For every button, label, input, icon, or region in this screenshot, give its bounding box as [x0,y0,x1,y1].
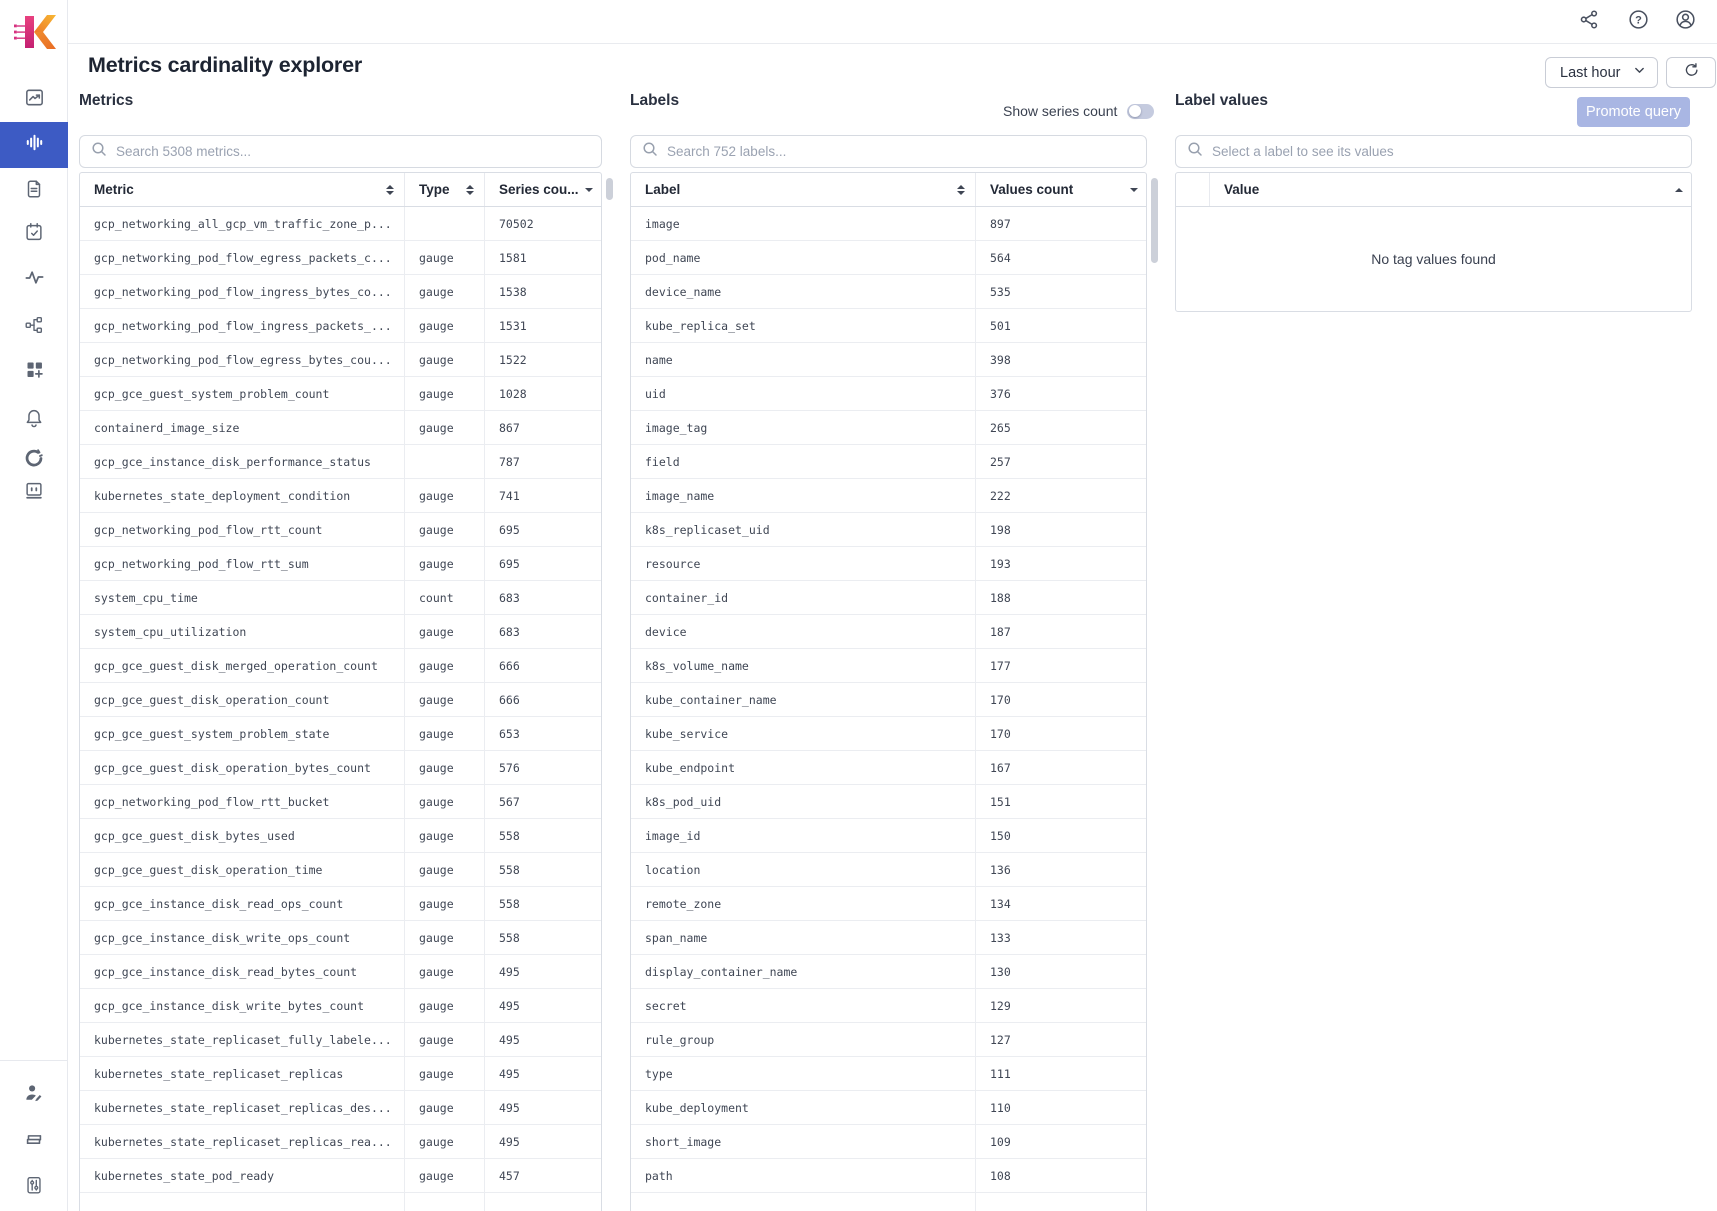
table-cell: 167 [975,751,1147,784]
table-cell: 150 [975,819,1147,852]
table-cell: gcp_gce_instance_disk_write_bytes_count [94,998,365,1013]
table-row[interactable] [631,445,1146,479]
table-cell: gauge [404,1091,484,1124]
label-values-empty-state: No tag values found [1371,251,1496,267]
table-cell: gcp_gce_guest_disk_bytes_used [94,828,295,843]
metric-column-header[interactable]: Metric [80,173,404,206]
metrics-search[interactable] [79,135,602,168]
labels-scrollbar[interactable] [1151,178,1158,263]
table-row[interactable] [631,241,1146,275]
table-cell: kube_service [645,726,729,741]
table-cell: gauge [404,309,484,342]
table-cell: image [645,216,680,231]
account-icon [1674,8,1697,36]
table-cell: gcp_networking_pod_flow_egress_packets_c... [94,250,392,265]
labels-panel-title: Labels [630,92,680,109]
table-cell: 187 [975,615,1147,648]
table-cell: span_name [645,930,708,945]
dashboard-add-icon [24,359,45,385]
labels-search[interactable] [630,135,1147,168]
table-cell: 398 [975,343,1147,376]
time-range-select[interactable] [1545,57,1658,88]
sidebar-item-dashboards[interactable] [0,349,68,395]
values-count-column-header[interactable]: Values count [975,173,1147,206]
toggle-knob [1129,105,1141,117]
table-cell: 695 [484,513,602,546]
table-row[interactable] [80,479,601,513]
table-cell: 558 [484,853,602,886]
table-cell [975,1193,1147,1211]
table-row[interactable] [80,887,601,921]
table-cell: 535 [975,275,1147,308]
table-row[interactable] [631,275,1146,309]
sort-desc-icon [585,188,593,192]
table-cell: gauge [404,513,484,546]
table-cell: 111 [975,1057,1147,1090]
table-cell: gauge [404,547,484,580]
table-cell: rule_group [645,1032,715,1047]
table-cell: gcp_gce_guest_system_problem_state [94,726,330,741]
table-row[interactable] [631,377,1146,411]
labels-table-header [631,173,1146,207]
account-button[interactable] [1672,9,1698,35]
table-cell: 130 [975,955,1147,988]
table-cell: 495 [484,989,602,1022]
table-cell: gauge [404,921,484,954]
table-cell: 567 [484,785,602,818]
table-cell: gcp_networking_pod_flow_rtt_sum [94,556,309,571]
table-row[interactable] [631,989,1146,1023]
table-cell: 170 [975,717,1147,750]
table-cell: image_name [645,488,715,503]
table-row[interactable] [631,887,1146,921]
show-series-count-toggle[interactable] [1127,104,1154,119]
table-row[interactable] [80,1159,601,1193]
help-button[interactable] [1625,9,1651,35]
share-button[interactable] [1576,9,1602,35]
table-row[interactable] [80,989,601,1023]
table-cell: 576 [484,751,602,784]
page-title: Metrics cardinality explorer [88,53,363,77]
table-row[interactable] [631,717,1146,751]
table-row[interactable] [80,1125,601,1159]
table-cell: gauge [404,785,484,818]
table-cell: gauge [404,1023,484,1056]
table-row[interactable] [80,513,601,547]
table-cell: 897 [975,207,1147,240]
table-cell: secret [645,998,687,1013]
metrics-table-header [80,173,601,207]
table-cell: 1531 [484,309,602,342]
sidebar-item-logs[interactable] [0,168,68,214]
label-values-search-input[interactable] [1212,144,1691,159]
metrics-search-input[interactable] [116,144,601,159]
sort-asc-icon [1675,188,1683,192]
series-count-column-header[interactable]: Series cou... [484,173,602,206]
table-row[interactable] [80,377,601,411]
search-icon [91,141,107,162]
chevron-down-icon [1633,64,1646,81]
table-cell: kubernetes_state_replicaset_fully_labele... [94,1032,392,1047]
sidebar-item-metrics-cardinality[interactable] [0,122,68,168]
search-icon [642,141,658,162]
metrics-scrollbar[interactable] [606,178,613,200]
table-cell: type [645,1066,673,1081]
table-row[interactable] [80,649,601,683]
table-row[interactable] [631,819,1146,853]
alerts-bell-icon [23,407,45,434]
table-cell: kube_container_name [645,692,777,707]
table-row [631,1193,1146,1211]
table-cell: gauge [404,411,484,444]
table-cell: 683 [484,615,602,648]
table-row[interactable] [631,479,1146,513]
table-cell: system_cpu_utilization [94,624,247,639]
table-cell: kubernetes_state_replicaset_replicas_rea... [94,1134,392,1149]
table-cell: 1538 [484,275,602,308]
table-row[interactable] [631,309,1146,343]
share-icon [1578,8,1601,36]
table-cell: device [645,624,687,639]
time-range-value: Last hour [1560,64,1621,81]
table-cell: container_id [645,590,729,605]
table-row[interactable] [80,751,601,785]
table-cell: 127 [975,1023,1147,1056]
sidebar-item-fuse-ai[interactable] [0,469,68,515]
sidebar-divider [0,1060,68,1061]
table-row[interactable] [80,275,601,309]
table-cell: 558 [484,887,602,920]
table-row[interactable] [631,853,1146,887]
table-row[interactable] [631,513,1146,547]
table-cell: kubernetes_state_replicaset_replicas_des... [94,1100,392,1115]
table-row[interactable] [631,921,1146,955]
label-values-panel-title: Label values [1175,92,1269,109]
table-cell: gcp_networking_pod_flow_rtt_bucket [94,794,330,809]
labels-table-body [631,207,1146,1211]
select-column-header [1176,173,1209,206]
table-row[interactable] [80,547,601,581]
sort-both-icon [957,185,965,195]
table-row[interactable] [631,751,1146,785]
table-row[interactable] [631,1125,1146,1159]
label-values-search[interactable] [1175,135,1692,168]
table-cell: 108 [975,1159,1147,1192]
table-cell: 653 [484,717,602,750]
table-cell: 666 [484,649,602,682]
sort-both-icon [466,185,474,195]
table-row[interactable] [631,649,1146,683]
table-row[interactable] [80,1057,601,1091]
table-row[interactable] [80,785,601,819]
sidebar-item-service-map[interactable] [0,304,68,350]
svg-text:?: ? [1634,14,1642,27]
type-column-header[interactable]: Type [404,173,484,206]
table-row[interactable] [80,615,601,649]
table-cell: 558 [484,819,602,852]
table-cell: gauge [404,343,484,376]
table-row[interactable] [631,207,1146,241]
label-values-table-header [1176,173,1691,207]
table-cell: device_name [645,284,722,299]
calendar-check-icon [23,221,45,248]
table-cell: gauge [404,1125,484,1158]
table-cell: gcp_gce_instance_disk_read_ops_count [94,896,344,911]
table-row[interactable] [80,717,601,751]
table-cell: k8s_pod_uid [645,794,722,809]
table-cell [404,207,484,240]
table-row [80,1193,601,1211]
table-row[interactable] [631,1057,1146,1091]
table-cell: 683 [484,581,602,614]
table-cell [80,1193,404,1211]
table-cell: 564 [975,241,1147,274]
table-row[interactable] [80,445,601,479]
table-row[interactable] [631,1023,1146,1057]
table-cell: 70502 [484,207,602,240]
table-cell: gauge [404,377,484,410]
table-cell: gcp_gce_instance_disk_write_ops_count [94,930,351,945]
table-cell: 666 [484,683,602,716]
table-cell: kube_endpoint [645,760,736,775]
table-cell: 695 [484,547,602,580]
table-cell: gauge [404,1057,484,1090]
table-cell: image_tag [645,420,708,435]
table-cell: gauge [404,683,484,716]
table-cell: 257 [975,445,1147,478]
table-cell: 501 [975,309,1147,342]
table-row[interactable] [80,1023,601,1057]
table-cell: gauge [404,649,484,682]
sidebar-item-chart-export[interactable] [0,77,68,123]
table-cell [404,1193,484,1211]
table-cell: 558 [484,921,602,954]
topology-icon [23,314,45,341]
table-cell: 134 [975,887,1147,920]
table-cell: 495 [484,955,602,988]
table-cell: gcp_networking_pod_flow_ingress_bytes_co... [94,284,392,299]
table-cell: 129 [975,989,1147,1022]
table-cell: gauge [404,717,484,750]
table-cell: 151 [975,785,1147,818]
table-row[interactable] [631,615,1146,649]
table-cell: resource [645,556,701,571]
table-cell: field [645,454,680,469]
table-row[interactable] [631,785,1146,819]
sidebar-item-stack[interactable] [0,1119,68,1165]
table-cell: 110 [975,1091,1147,1124]
table-cell: count [404,581,484,614]
table-cell: kubernetes_state_deployment_condition [94,488,351,503]
table-cell: containerd_image_size [94,420,240,435]
labels-table [630,172,1147,1211]
table-row[interactable] [80,1091,601,1125]
table-cell: gcp_gce_instance_disk_read_bytes_count [94,964,358,979]
table-row[interactable] [80,581,601,615]
table-cell: kubernetes_state_replicaset_replicas [94,1066,344,1081]
metrics-panel-title: Metrics [79,92,134,109]
table-cell: 198 [975,513,1147,546]
table-cell: gcp_networking_pod_flow_egress_bytes_cou... [94,352,392,367]
kloudfuse-logo[interactable] [12,12,56,52]
table-cell: location [645,862,701,877]
table-row[interactable] [631,547,1146,581]
table-cell: 1028 [484,377,602,410]
table-row[interactable] [80,819,601,853]
table-row[interactable] [80,921,601,955]
table-cell: gcp_gce_instance_disk_performance_status [94,454,371,469]
table-row[interactable] [631,683,1146,717]
table-cell: 457 [484,1159,602,1192]
table-cell [631,1193,975,1211]
table-cell: system_cpu_time [94,590,198,605]
table-cell: 495 [484,1125,602,1158]
table-cell: kube_deployment [645,1100,749,1115]
table-cell: 188 [975,581,1147,614]
table-cell: 1522 [484,343,602,376]
table-row[interactable] [631,581,1146,615]
promote-query-button[interactable]: Promote query [1577,97,1690,127]
table-cell: 376 [975,377,1147,410]
table-cell: 177 [975,649,1147,682]
table-row[interactable] [80,411,601,445]
table-cell: gauge [404,819,484,852]
table-row[interactable] [80,853,601,887]
table-cell: uid [645,386,666,401]
table-cell: 495 [484,1057,602,1090]
chart-export-icon [23,86,46,114]
table-row[interactable] [631,1091,1146,1125]
show-series-count-label: Show series count [1003,103,1118,119]
value-column-header[interactable]: Value [1209,173,1692,206]
topbar [68,0,1717,44]
table-cell: 1581 [484,241,602,274]
table-row[interactable] [80,207,601,241]
table-cell: gauge [404,955,484,988]
refresh-icon [1682,61,1701,85]
table-cell: gauge [404,853,484,886]
table-cell: 265 [975,411,1147,444]
table-cell: gauge [404,1159,484,1192]
search-icon [1187,141,1203,162]
layers-icon [23,1129,45,1156]
table-row[interactable] [631,343,1146,377]
table-cell: gauge [404,989,484,1022]
sort-both-icon [386,185,394,195]
table-cell: gauge [404,615,484,648]
sidebar-item-calendar[interactable] [0,211,68,257]
table-cell: 133 [975,921,1147,954]
table-cell: 109 [975,1125,1147,1158]
sliders-icon [23,1174,45,1201]
table-cell: 222 [975,479,1147,512]
table-cell: 787 [484,445,602,478]
table-cell: display_container_name [645,964,798,979]
table-cell: gauge [404,887,484,920]
sidebar-item-settings[interactable] [0,1164,68,1210]
table-cell: short_image [645,1134,722,1149]
robot-icon [23,479,45,506]
label-column-header[interactable]: Label [631,173,975,206]
table-cell: path [645,1168,673,1183]
table-cell: gcp_gce_guest_disk_operation_count [94,692,330,707]
table-cell: gcp_networking_pod_flow_ingress_packets_... [94,318,392,333]
user-edit-icon [23,1081,46,1109]
table-row[interactable] [631,955,1146,989]
table-row[interactable] [80,955,601,989]
table-cell: pod_name [645,250,701,265]
table-row[interactable] [631,1159,1146,1193]
table-cell: gauge [404,275,484,308]
metrics-table [79,172,602,1211]
table-cell: k8s_volume_name [645,658,749,673]
table-cell: name [645,352,673,367]
table-cell: image_id [645,828,701,843]
table-cell: 495 [484,1023,602,1056]
logs-document-icon [23,178,45,205]
table-cell: gcp_networking_all_gcp_vm_traffic_zone_p... [94,216,392,231]
table-row[interactable] [631,411,1146,445]
table-cell: gauge [404,751,484,784]
table-cell: 495 [484,1091,602,1124]
table-cell: gcp_networking_pod_flow_rtt_count [94,522,323,537]
table-cell: gauge [404,241,484,274]
table-row[interactable] [80,683,601,717]
sidebar-item-user-management[interactable] [0,1072,68,1118]
table-cell: 136 [975,853,1147,886]
table-cell: gcp_gce_guest_disk_merged_operation_count [94,658,378,673]
table-cell: gcp_gce_guest_disk_operation_bytes_count [94,760,371,775]
table-cell: 193 [975,547,1147,580]
sidebar-item-apm[interactable] [0,257,68,303]
table-row[interactable] [80,343,601,377]
table-cell: 170 [975,683,1147,716]
table-cell: gauge [404,479,484,512]
metrics-cardinality-icon [23,131,46,159]
table-cell: kubernetes_state_pod_ready [94,1168,275,1183]
sort-desc-icon [1130,188,1138,192]
table-cell: k8s_replicaset_uid [645,522,770,537]
show-series-count-control [1003,101,1154,121]
metrics-table-body [80,207,601,1211]
table-cell [484,1193,602,1211]
pulse-icon [23,266,46,294]
table-cell: gcp_gce_guest_system_problem_count [94,386,330,401]
table-cell: 867 [484,411,602,444]
help-icon [1627,8,1650,36]
labels-search-input[interactable] [667,144,1146,159]
table-cell [404,445,484,478]
table-cell: kube_replica_set [645,318,756,333]
table-row[interactable] [80,241,601,275]
table-row[interactable] [80,309,601,343]
refresh-button[interactable] [1666,57,1716,88]
label-values-table [1175,172,1692,312]
table-cell: gcp_gce_guest_disk_operation_time [94,862,323,877]
sidebar [0,0,68,1211]
table-cell: 741 [484,479,602,512]
table-cell: remote_zone [645,896,722,911]
